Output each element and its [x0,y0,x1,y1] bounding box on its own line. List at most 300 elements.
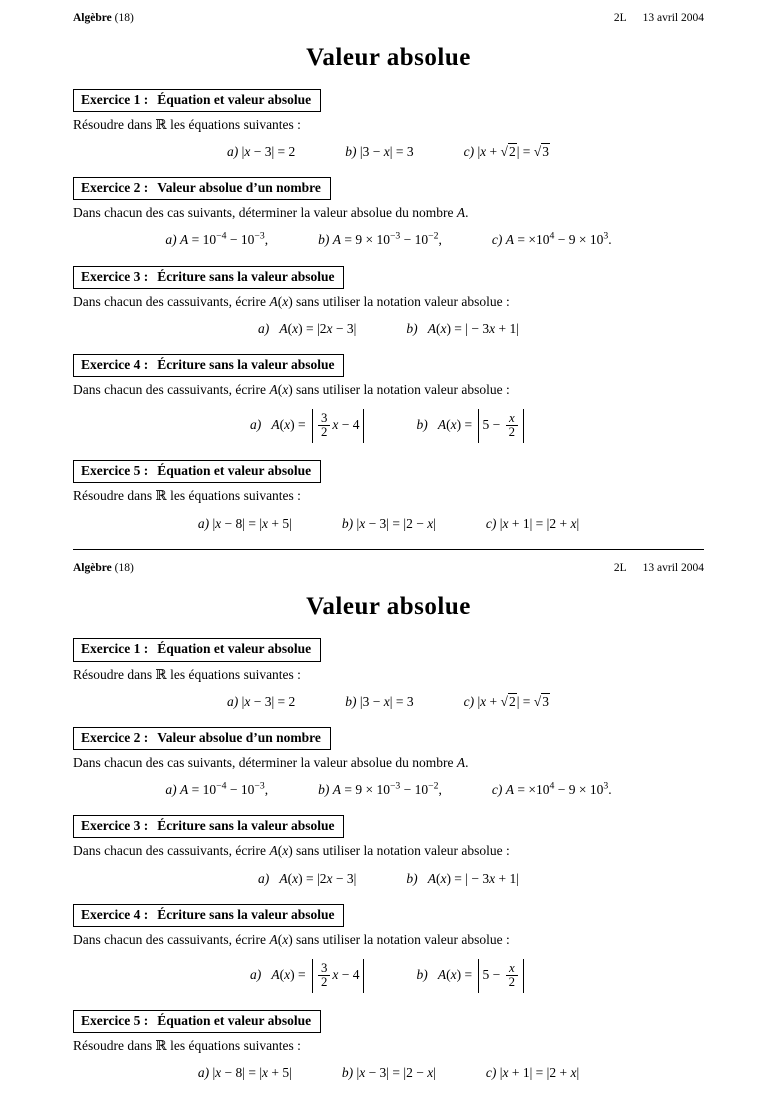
equation [464,144,550,160]
math-text: | = 3 [389,144,414,160]
math-text: ( [277,843,283,859]
math-variable: a) [165,232,177,248]
exercise-title: Valeur absolue d’un nombre [157,180,321,196]
math-variable: b) [318,782,330,798]
math-variable: a) [197,515,210,531]
fraction [318,412,330,440]
math-text [261,967,271,982]
superscript: −2 [428,230,439,242]
class-label: 2L [613,561,627,574]
math-text: − 3| = |2 − [365,1065,428,1081]
math-text: | [353,515,360,531]
exercise-block [73,354,704,446]
math-variable: x [282,293,289,309]
sqrt-radical [501,693,517,709]
math-text: ) = |2 [298,870,327,886]
math-variable: x [284,967,291,983]
exercise-title: Écriture sans la valeur absolue [157,818,335,834]
exercise-block [73,1010,704,1084]
math-text [428,967,438,982]
math-text: | = [516,144,534,160]
math-variable: c) [485,1065,497,1081]
exercise-block [73,266,704,340]
math-text: | [576,1065,580,1081]
math-variable: x [480,144,487,160]
equation [417,409,528,443]
denominator: 2 [318,975,330,989]
math-variable: b) [345,693,357,709]
math-variable: a) [249,967,262,983]
math-variable: a) [258,870,270,886]
math-text: + 1| [495,870,519,886]
equation-row [73,141,704,163]
equation-row [73,318,704,340]
exercise-intro [73,488,704,504]
math-text: . [465,205,469,221]
math-text: | [474,693,481,709]
math-variable: x [292,320,299,336]
radicand: 3 [542,144,549,160]
math-variable: A [269,382,278,398]
math-text: = 9 × 10 [340,232,390,248]
math-variable: x [440,320,447,336]
math-text: ( [277,382,283,398]
math-variable: A [269,931,278,947]
exercise-intro [73,294,704,310]
exercise-block [73,727,704,801]
page-header [73,550,704,576]
equation [258,321,356,337]
exercise-number: Exercice 3 : [81,818,149,834]
exercise-number: Exercice 2 : [81,729,149,745]
equation [342,516,436,532]
exercise-number: Exercice 5 : [81,1012,149,1028]
math-text: ) sans utiliser la notation valeur absolue : [288,382,510,398]
math-text: = 9 × 10 [340,782,390,798]
exercise-intro [73,205,704,221]
math-text: | [433,515,436,531]
exercise-intro [73,117,704,133]
math-text: − 3| [332,870,357,886]
course-heading [73,12,134,26]
math-variable: x [450,967,457,983]
math-variable: x [383,144,390,160]
equation [227,694,295,710]
equation [486,1065,579,1081]
math-variable: A [279,870,288,886]
exercise-intro [73,932,704,948]
math-text: ) = [456,967,476,983]
math-variable: x [262,515,269,531]
superscript: −3 [389,780,401,792]
math-variable: a) [227,693,239,709]
exercise-number: Exercice 3 : [81,268,149,284]
math-text: − 10 [400,232,429,248]
exercise-heading-box [73,904,344,927]
math-text: Dans chacun des cassuivants, écrire [73,843,270,859]
equation [258,871,356,887]
math-text: = ×10 [514,232,550,248]
math-text: + 5| [268,1065,292,1081]
equation [417,959,528,993]
math-text: ( [446,417,451,433]
exercise-number: Exercice 4 : [81,906,149,922]
math-text: | = 3 [389,693,414,709]
math-text: ) = | − 3 [446,870,490,886]
math-variable: x [480,693,487,709]
equation-row [73,691,704,713]
math-variable: x [282,843,289,859]
radical-sign-icon: √ [500,693,508,709]
exercise-block [73,815,704,889]
exercise-title: Équation et valeur absolue [157,91,312,107]
course-number: (18) [111,561,134,574]
abs-bar [363,409,364,443]
equation-row [73,406,704,446]
math-variable: A [180,232,189,248]
math-variable: A [456,205,466,221]
exercise-title: Écriture sans la valeur absolue [157,356,335,372]
course-label: Algèbre [73,12,112,24]
date-label: 13 avril 2004 [642,12,704,24]
math-variable: A [332,232,341,248]
abs-bar [478,959,479,993]
exercise-list [73,89,704,535]
math-text: | [209,1065,216,1081]
math-variable: x [215,515,222,531]
superscript: 3 [603,780,609,792]
equation-row [73,230,704,252]
equation [198,516,292,532]
exercise-block [73,460,704,534]
math-text [418,871,428,886]
math-text: − 3| = 2 [250,144,296,160]
math-variable: x [326,320,333,336]
equation [345,694,413,710]
math-variable: c) [491,782,503,798]
math-text: ) = [290,417,309,433]
math-text: Dans chacun des cassuivants, écrire [73,931,270,947]
abs-bar [523,959,524,993]
radicand: 2 [508,693,516,709]
math-text: = 10 [188,232,217,248]
math-text: ( [435,320,441,336]
radical-sign-icon: √ [533,144,542,160]
math-variable: b) [406,320,418,336]
math-text: − 4 [338,967,360,983]
math-text: ) = [290,967,309,983]
denominator: 2 [318,425,330,439]
fraction [506,412,518,440]
course-heading [73,562,134,576]
math-text [418,321,428,336]
superscript: −3 [254,230,265,242]
math-variable: x [262,1065,269,1081]
math-variable: x [383,693,390,709]
math-text: + [486,693,501,709]
math-variable: x [489,320,496,336]
math-variable: a) [197,1065,210,1081]
math-variable: a) [249,417,262,433]
exercise-title: Équation et valeur absolue [157,463,312,479]
superscript: 3 [603,230,609,242]
math-text [261,417,271,432]
equation-row [73,779,704,801]
denominator: 2 [506,425,518,439]
exercise-intro [73,843,704,859]
exercise-intro [73,1038,704,1054]
equation-row [73,868,704,890]
exercise-title: Écriture sans la valeur absolue [157,906,335,922]
math-variable: x [244,144,251,160]
math-text: , [438,782,442,798]
math-text: | [238,693,245,709]
math-text: | [474,144,481,160]
math-variable: b) [406,870,418,886]
exercise-number: Exercice 5 : [81,463,149,479]
exercise-heading-box [73,638,321,661]
math-text: ( [435,870,441,886]
superscript: −3 [389,230,401,242]
exercise-heading-box [73,177,331,200]
math-text: . [608,232,612,248]
math-text [428,417,438,432]
math-variable: A [269,293,278,309]
equation [318,782,442,798]
fraction [506,962,518,990]
math-text [269,321,279,336]
math-text: | [496,1065,503,1081]
abs-bar [363,959,364,993]
numerator: 3 [320,410,328,425]
equation [345,144,413,160]
math-text: − 3| [332,320,357,336]
math-variable: A [505,782,515,798]
math-text: = ×10 [514,782,550,798]
exercise-block [73,89,704,163]
math-variable: A [332,782,341,798]
page-title: Valeur absolue [306,593,471,621]
exercise-heading-box [73,815,344,838]
radicand: 2 [508,144,516,160]
sqrt-radical [534,693,550,709]
math-text: + 1| [495,320,519,336]
math-text: Résoudre dans ℝ les équations suivantes : [73,666,301,682]
math-text: − 10 [226,232,255,248]
header-right [614,12,704,26]
math-variable: x [215,1065,222,1081]
math-text: | [209,515,216,531]
math-variable: x [427,515,434,531]
fraction [318,962,330,990]
math-text: − 3| = 2 [250,693,296,709]
math-text: Dans chacun des cas suivants, déterminer la valeur absolue du nombre [73,755,457,771]
exercise-heading-box [73,460,321,483]
exercise-title: Équation et valeur absolue [157,641,312,657]
course-number: (18) [111,12,134,24]
worksheet-copy-2 [73,550,704,1085]
math-text: Résoudre dans ℝ les équations suivantes : [73,488,301,504]
math-variable: x [282,382,289,398]
math-variable: x [427,1065,434,1081]
math-text: ) sans utiliser la notation valeur absolue : [288,293,510,309]
math-text: |3 − [356,144,384,160]
math-variable: b) [345,144,357,160]
math-variable: A [271,967,280,983]
equation [492,232,612,248]
math-variable: c) [463,693,475,709]
equation [464,694,550,710]
equation-row [73,956,704,996]
superscript: −2 [428,780,439,792]
math-variable: b) [318,232,330,248]
math-text: − 9 × 10 [554,782,604,798]
math-text: | [238,144,245,160]
math-variable: x [570,1065,577,1081]
math-variable: b) [341,515,354,531]
radical-sign-icon: √ [533,693,542,709]
math-text: , [264,782,269,798]
worksheet-copy-1 [73,0,704,535]
math-variable: A [437,967,447,983]
math-text: Résoudre dans ℝ les équations suivantes : [73,1038,301,1054]
math-text: ( [279,967,285,983]
math-variable: x [244,693,251,709]
math-text: − 4 [338,417,360,433]
math-variable: c) [463,144,475,160]
math-text: − 8| = | [221,1065,263,1081]
math-text: , [438,232,442,248]
math-variable: x [292,870,299,886]
math-text: − 9 × 10 [554,232,604,248]
math-variable: x [326,870,333,886]
math-text: − 10 [400,782,429,798]
math-text: + [486,144,501,160]
math-text: . [465,755,469,771]
exercise-title: Écriture sans la valeur absolue [157,268,335,284]
equation [165,782,268,798]
math-text: ) sans utiliser la notation valeur absolue : [288,931,510,947]
equation [492,782,612,798]
math-text: − 10 [226,782,255,798]
abs-bar [478,409,479,443]
math-text: | [433,1065,436,1081]
exercise-heading-box [73,89,321,112]
math-variable: b) [416,967,428,983]
superscript: 4 [549,780,555,792]
math-variable: x [570,515,577,531]
math-variable: b) [341,1065,354,1081]
math-text: − 3| = |2 − [365,515,428,531]
math-text: |3 − [356,693,384,709]
equation [165,232,268,248]
exercise-heading-box [73,1010,321,1033]
math-text: | [496,515,503,531]
equation [318,232,442,248]
exercise-intro [73,755,704,771]
math-text: , [264,232,269,248]
math-variable: x [489,870,496,886]
exercise-heading-box [73,354,344,377]
math-variable: c) [491,232,503,248]
page-title: Valeur absolue [306,43,471,71]
superscript: 4 [549,230,555,242]
math-variable: A [427,870,436,886]
math-variable: x [284,417,291,433]
math-text: ) = |2 [298,320,327,336]
equation [486,516,579,532]
math-variable: c) [485,515,497,531]
radical-sign-icon: √ [500,144,508,160]
exercise-heading-box [73,727,331,750]
exercise-block [73,904,704,996]
math-variable: A [269,843,278,859]
course-label: Algèbre [73,561,112,574]
page-header [73,0,704,26]
superscript: −4 [216,780,227,792]
math-text: = 10 [188,782,217,798]
math-text: Résoudre dans ℝ les équations suivantes : [73,116,301,132]
math-text: 5 − [482,967,504,983]
math-variable: A [279,320,288,336]
abs-bar [523,409,524,443]
equation [406,871,519,887]
numerator: 3 [320,960,328,975]
denominator: 2 [506,975,518,989]
math-variable: x [450,417,457,433]
math-variable: x [282,931,289,947]
radicand: 3 [542,693,549,709]
exercise-title: Valeur absolue d’un nombre [157,729,321,745]
exercise-title: Équation et valeur absolue [157,1012,312,1028]
exercise-number: Exercice 1 : [81,91,149,107]
math-text: ) sans utiliser la notation valeur absolue : [288,843,510,859]
class-label: 2L [613,12,627,24]
math-text: Dans chacun des cassuivants, écrire [73,382,270,398]
math-variable: x [440,870,447,886]
exercise-heading-box [73,266,344,289]
exercise-intro [73,667,704,683]
math-text: ) = | − 3 [446,320,490,336]
math-variable: x [332,967,339,983]
math-text: − 8| = | [221,515,263,531]
exercise-block [73,177,704,251]
math-variable: b) [416,417,428,433]
math-variable: x [359,515,366,531]
math-variable: A [456,755,466,771]
math-text: + 1| = |2 + [508,515,571,531]
math-text: | [576,515,580,531]
equation-row [73,1062,704,1084]
math-variable: A [427,320,436,336]
equation [198,1065,292,1081]
math-text: ) = [456,417,476,433]
math-text: ( [287,870,293,886]
header-right [614,562,704,576]
exercise-number: Exercice 4 : [81,356,149,372]
date-label: 13 avril 2004 [642,561,704,574]
math-variable: a) [227,144,239,160]
math-variable: x [502,1065,509,1081]
equation-row [73,513,704,535]
exercise-intro [73,382,704,398]
superscript: −3 [254,780,265,792]
math-variable: x [502,515,509,531]
math-text: Dans chacun des cas suivants, déterminer la valeur absolue du nombre [73,205,457,221]
math-variable: A [437,417,447,433]
sqrt-radical [534,143,550,159]
numerator: x [508,410,515,425]
